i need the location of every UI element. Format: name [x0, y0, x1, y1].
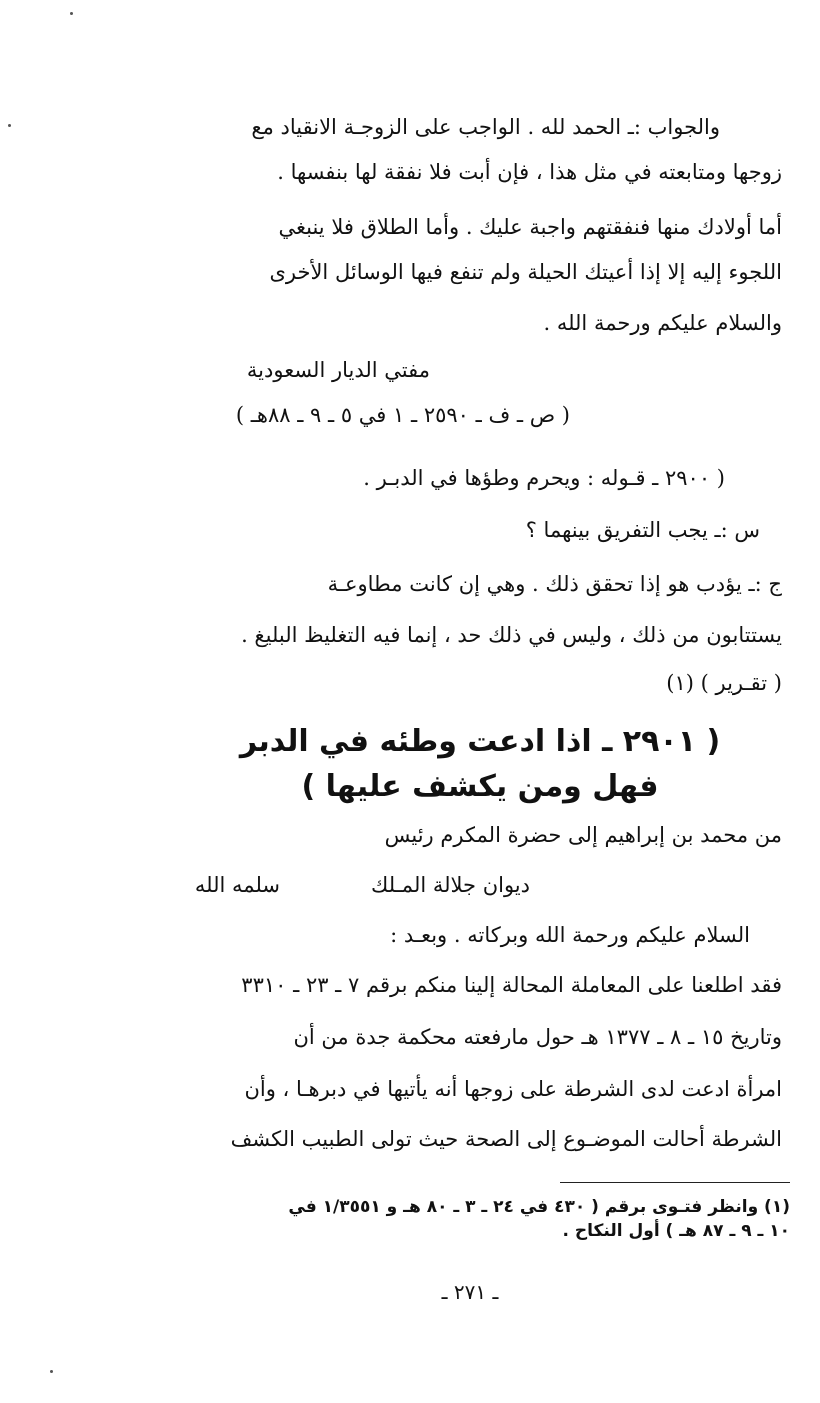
- item-2900-question: س :ـ يجب التفريق بينهما ؟: [525, 518, 760, 542]
- office-line: ديوان جلالة المـلك: [371, 873, 530, 897]
- item-2901-heading-line-1: ( ٢٩٠١ ـ اذا ادعت وطئه في الدبر: [239, 724, 721, 759]
- signature: مفتي الديار السعودية: [246, 358, 430, 382]
- footnote-line-2: ١٠ ـ ٩ ـ ٨٧ هـ ) أول النكاح .: [562, 1221, 790, 1241]
- page-number: ـ ٢٧١ ـ: [441, 1280, 499, 1304]
- greeting: السلام عليكم ورحمة الله وبركاته . وبعـد :: [390, 923, 750, 947]
- body-line-2: وتاريخ ١٥ ـ ٨ ـ ١٣٧٧ هـ حول مارفعته محكمة جدة من أن: [293, 1025, 782, 1049]
- scan-speck: [70, 12, 73, 15]
- scan-speck: [50, 1370, 53, 1373]
- answer-line-1: والجواب :ـ الحمد لله . الواجب على الزوجـة الانقياد مع: [251, 115, 720, 139]
- answer-line-3: أما أولادك منها فنفقتهم واجبة عليك . وأما الطلاق فلا ينبغي: [278, 215, 782, 239]
- item-2900-title: ( ٢٩٠٠ ـ قـوله : ويحرم وطؤها في الدبـر .: [363, 466, 725, 490]
- from-line: من محمد بن إبراهيم إلى حضرة المكرم رئيس: [384, 823, 782, 847]
- scan-speck: [8, 124, 11, 127]
- item-2900-answer-line-1: ج :ـ يؤدب هو إذا تحقق ذلك . وهي إن كانت مطاوعـة: [327, 572, 782, 596]
- body-line-1: فقد اطلعنا على المعاملة المحالة إلينا منكم برقم ٧ ـ ٢٣ ـ ٣٣١٠: [241, 973, 782, 997]
- footnote-line-1: (١) وانظر فتـوى برقم ( ٤٣٠ في ٢٤ ـ ٣ ـ ٨٠ هـ و ١/٣٥٥١ في: [288, 1197, 790, 1217]
- fatwa-reference: ( ص ـ ف ـ ٢٥٩٠ ـ ١ في ٥ ـ ٩ ـ ٨٨هـ ): [235, 403, 570, 427]
- footnote-separator: [560, 1182, 790, 1183]
- answer-line-4: اللجوء إليه إلا إذا أعيتك الحيلة ولم تنفع فيها الوسائل الأخرى: [269, 260, 782, 284]
- body-line-3: امرأة ادعت لدى الشرطة على زوجها أنه يأتيها في دبرهـا ، وأن: [244, 1077, 782, 1101]
- item-2900-source: ( تقـرير ) (١): [666, 671, 782, 695]
- blessing: سلمه الله: [194, 873, 280, 897]
- item-2901-heading-line-2: فهل ومن يكشف عليها ): [301, 769, 659, 804]
- answer-line-2: زوجها ومتابعته في مثل هذا ، فإن أبت فلا نفقة لها بنفسها .: [277, 160, 782, 184]
- answer-line-5: والسلام عليكم ورحمة الله .: [543, 311, 782, 335]
- item-2900-answer-line-2: يستتابون من ذلك ، وليس في ذلك حد ، إنما فيه التغليظ البليغ .: [241, 623, 782, 647]
- body-line-4: الشرطة أحالت الموضـوع إلى الصحة حيث تولى الطبيب الكشف: [230, 1127, 782, 1151]
